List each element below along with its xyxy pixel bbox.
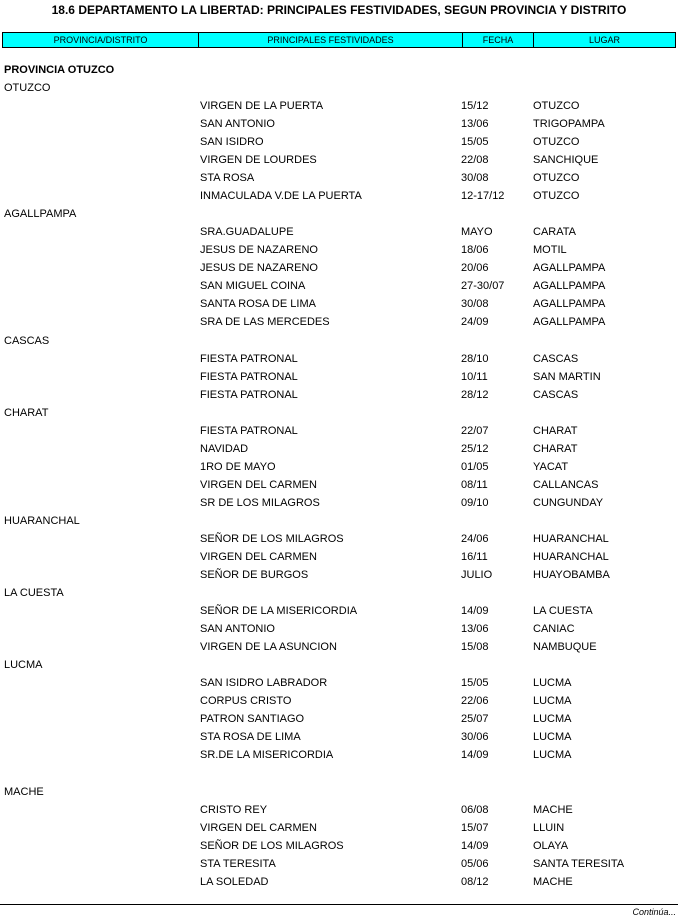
place-cell: LLUIN [533, 822, 565, 834]
date-cell: 10/11 [461, 371, 488, 383]
date-cell: 12-17/12 [461, 190, 505, 202]
festivity-cell: SEÑOR DE LOS MILAGROS [200, 840, 344, 852]
date-cell: 15/05 [461, 677, 489, 689]
festivity-cell: FIESTA PATRONAL [200, 353, 298, 365]
table-row [0, 259, 678, 277]
date-cell: 05/06 [461, 858, 489, 870]
table-row [0, 223, 678, 241]
festivity-cell: SEÑOR DE BURGOS [200, 569, 309, 581]
date-cell: 01/05 [461, 461, 489, 473]
festivity-cell: STA TERESITA [200, 858, 276, 870]
date-cell: 27-30/07 [461, 280, 505, 292]
date-cell: 30/06 [461, 731, 489, 743]
place-cell: YACAT [533, 461, 569, 473]
district-name: OTUZCO [4, 82, 51, 94]
place-cell: AGALLPAMPA [533, 316, 606, 328]
festivity-cell: SRA DE LAS MERCEDES [200, 316, 330, 328]
place-cell: TRIGOPAMPA [533, 118, 605, 130]
place-cell: OTUZCO [533, 100, 580, 112]
place-cell: SANCHIQUE [533, 154, 599, 166]
festivity-cell: SR DE LOS MILAGROS [200, 497, 320, 509]
date-cell: 28/10 [461, 353, 489, 365]
table-row [0, 873, 678, 891]
place-cell: LA CUESTA [533, 605, 593, 617]
district-name: AGALLPAMPA [4, 208, 77, 220]
table-row [0, 458, 678, 476]
table-row [0, 620, 678, 638]
table-row [0, 169, 678, 187]
table-row [0, 476, 678, 494]
date-cell: 08/11 [461, 479, 488, 491]
date-cell: 09/10 [461, 497, 489, 509]
table-row [0, 674, 678, 692]
place-cell: LUCMA [533, 713, 572, 725]
table-row [0, 368, 678, 386]
festivity-cell: VIRGEN DEL CARMEN [200, 822, 317, 834]
date-cell: 15/08 [461, 641, 489, 653]
table-row [0, 855, 678, 873]
place-cell: CUNGUNDAY [533, 497, 604, 509]
date-cell: 20/06 [461, 262, 489, 274]
place-cell: OTUZCO [533, 136, 580, 148]
table-row [0, 819, 678, 837]
place-cell: AGALLPAMPA [533, 280, 606, 292]
date-cell: 22/06 [461, 695, 489, 707]
place-cell: HUARANCHAL [533, 551, 609, 563]
date-cell: 24/09 [461, 316, 489, 328]
place-cell: AGALLPAMPA [533, 298, 606, 310]
header-fecha: FECHA [463, 33, 534, 47]
date-cell: 22/08 [461, 154, 489, 166]
festivity-cell: VIRGEN DE LA ASUNCION [200, 641, 337, 653]
district-name: HUARANCHAL [4, 515, 80, 527]
festivity-cell: SRA.GUADALUPE [200, 226, 294, 238]
festivity-cell: STA ROSA DE LIMA [200, 731, 301, 743]
place-cell: LUCMA [533, 677, 572, 689]
festivity-cell: SAN ANTONIO [200, 623, 275, 635]
festivity-cell: SANTA ROSA DE LIMA [200, 298, 316, 310]
place-cell: CASCAS [533, 389, 579, 401]
table-row [0, 422, 678, 440]
place-cell: MOTIL [533, 244, 567, 256]
festivity-cell: STA ROSA [200, 172, 255, 184]
table-row [0, 187, 678, 205]
date-cell: 14/09 [461, 749, 489, 761]
place-cell: LUCMA [533, 749, 572, 761]
festivity-cell: SAN ISIDRO [200, 136, 264, 148]
place-cell: OTUZCO [533, 190, 580, 202]
festivity-cell: SEÑOR DE LOS MILAGROS [200, 533, 344, 545]
date-cell: 18/06 [461, 244, 489, 256]
date-cell: 13/06 [461, 118, 489, 130]
festivity-cell: FIESTA PATRONAL [200, 371, 298, 383]
table-row [0, 97, 678, 115]
header-lugar: LUGAR [588, 35, 620, 45]
festivity-cell: JESUS DE NAZARENO [200, 244, 318, 256]
festivity-cell: SEÑOR DE LA MISERICORDIA [200, 605, 358, 617]
table-row [0, 530, 678, 548]
date-cell: 24/06 [461, 533, 489, 545]
date-cell: MAYO [461, 226, 493, 238]
festivity-cell: CRISTO REY [200, 804, 268, 816]
festivity-cell: SAN ANTONIO [200, 118, 275, 130]
table-row [0, 837, 678, 855]
header-provincia-distrito: PROVINCIA/DISTRITO [3, 33, 199, 47]
festivity-cell: FIESTA PATRONAL [200, 389, 298, 401]
place-cell: LUCMA [533, 731, 572, 743]
place-cell: OTUZCO [533, 172, 580, 184]
festivity-cell: CORPUS CRISTO [200, 695, 292, 707]
table-row [0, 746, 678, 764]
date-cell: 15/12 [461, 100, 489, 112]
festivity-cell: FIESTA PATRONAL [200, 425, 298, 437]
festivity-cell: SR.DE LA MISERICORDIA [200, 749, 334, 761]
festivity-cell: VIRGEN DE LOURDES [200, 154, 317, 166]
date-cell: 08/12 [461, 876, 489, 888]
table-row [0, 548, 678, 566]
place-cell: CASCAS [533, 353, 579, 365]
place-cell: MACHE [533, 876, 573, 888]
festivity-cell: INMACULADA V.DE LA PUERTA [200, 190, 362, 202]
date-cell: JULIO [461, 569, 493, 581]
header-festividades: PRINCIPALES FESTIVIDADES [199, 33, 463, 47]
table-row [0, 728, 678, 746]
page-title: 18.6 DEPARTAMENTO LA LIBERTAD: PRINCIPALES FESTIVIDADES, SEGUN PROVINCIA Y DISTRITO [51, 3, 627, 17]
date-cell: 22/07 [461, 425, 489, 437]
table-row [0, 295, 678, 313]
festivity-cell: PATRON SANTIAGO [200, 713, 305, 725]
date-cell: 14/09 [461, 605, 489, 617]
place-cell: CALLANCAS [533, 479, 599, 491]
date-cell: 15/07 [461, 822, 489, 834]
table-row [0, 440, 678, 458]
district-name: CASCAS [4, 335, 50, 347]
place-cell: AGALLPAMPA [533, 262, 606, 274]
place-cell: HUAYOBAMBA [533, 569, 610, 581]
date-cell: 13/06 [461, 623, 489, 635]
table-row [0, 494, 678, 512]
continued-note: Continúa... [632, 907, 676, 917]
date-cell: 28/12 [461, 389, 489, 401]
date-cell: 06/08 [461, 804, 489, 816]
district-name: LA CUESTA [4, 587, 64, 599]
festivity-cell: SAN ISIDRO LABRADOR [200, 677, 328, 689]
place-cell: CHARAT [533, 425, 578, 437]
table-row [0, 133, 678, 151]
place-cell: CARATA [533, 226, 576, 238]
province-heading: PROVINCIA OTUZCO [4, 64, 115, 76]
table-row [0, 115, 678, 133]
place-cell: CHARAT [533, 443, 578, 455]
date-cell: 16/11 [461, 551, 488, 563]
place-cell: SANTA TERESITA [533, 858, 625, 870]
festivity-cell: VIRGEN DE LA PUERTA [200, 100, 324, 112]
footer-divider [0, 904, 678, 905]
table-row [0, 277, 678, 295]
place-cell: SAN MARTIN [533, 371, 601, 383]
district-name: LUCMA [4, 659, 43, 671]
table-row [0, 241, 678, 259]
table-row [0, 692, 678, 710]
table-row [0, 566, 678, 584]
table-row [0, 313, 678, 331]
table-row [0, 801, 678, 819]
table-row [0, 386, 678, 404]
district-name: CHARAT [4, 407, 49, 419]
table-row [0, 350, 678, 368]
festivity-cell: LA SOLEDAD [200, 876, 269, 888]
district-name: MACHE [4, 786, 44, 798]
festivity-cell: JESUS DE NAZARENO [200, 262, 318, 274]
festivity-cell: VIRGEN DEL CARMEN [200, 551, 317, 563]
date-cell: 25/12 [461, 443, 489, 455]
table-row [0, 710, 678, 728]
place-cell: OLAYA [533, 840, 569, 852]
date-cell: 15/05 [461, 136, 489, 148]
table-row [0, 638, 678, 656]
festivity-cell: 1RO DE MAYO [200, 461, 276, 473]
festivity-cell: VIRGEN DEL CARMEN [200, 479, 317, 491]
place-cell: HUARANCHAL [533, 533, 609, 545]
date-cell: 30/08 [461, 298, 489, 310]
place-cell: LUCMA [533, 695, 572, 707]
festivity-cell: SAN MIGUEL COINA [200, 280, 306, 292]
date-cell: 25/07 [461, 713, 489, 725]
place-cell: NAMBUQUE [533, 641, 597, 653]
place-cell: MACHE [533, 804, 573, 816]
festivity-cell: NAVIDAD [200, 443, 249, 455]
date-cell: 30/08 [461, 172, 489, 184]
date-cell: 14/09 [461, 840, 489, 852]
place-cell: CANIAC [533, 623, 575, 635]
table-row [0, 602, 678, 620]
table-row [0, 151, 678, 169]
